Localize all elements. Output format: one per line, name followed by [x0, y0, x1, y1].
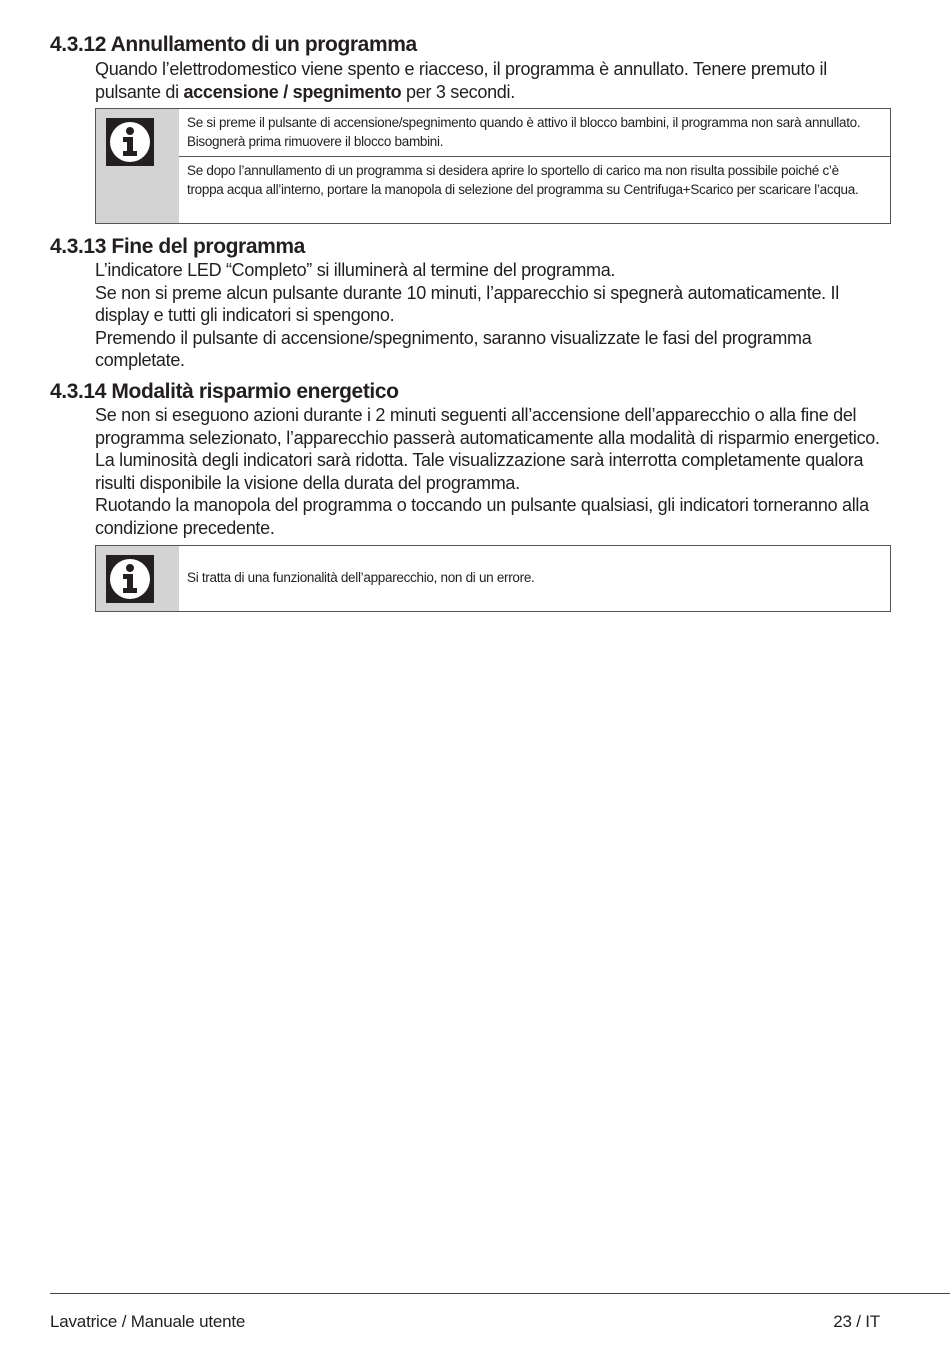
section-heading: 4.3.14 Modalità risparmio energetico — [50, 380, 399, 403]
info-icon — [106, 118, 154, 166]
info-note-box — [95, 108, 891, 224]
note-text: Se si preme il pulsante di accensione/spegnimento quando è attivo il blocco bambini, il programma non sarà annullato. Bisognerà prima rimuovere il blocco bambini. — [187, 115, 861, 149]
section-heading: 4.3.12 Annullamento di un programma — [50, 33, 417, 56]
paragraph: Premendo il pulsante di accensione/spegnimento, saranno visualizzate le fasi del programma completate. — [95, 327, 812, 371]
note-text: Se dopo l’annullamento di un programma si desidera aprire lo sportello di carico ma non risulta possibile poiché c’è troppa acqua all’interno, portare la manopola di selezione del programma su Centrifuga+Scarico per scaricare l’acqua. — [179, 156, 890, 204]
footer-page-number: 23 / IT — [833, 1312, 880, 1331]
paragraph-text: per 3 secondi. — [401, 81, 515, 102]
footer-document-title: Lavatrice / Manuale utente — [50, 1312, 246, 1331]
note-icon-column — [96, 546, 179, 611]
section-body — [95, 58, 895, 103]
note-icon-column — [96, 109, 179, 223]
footer-divider — [50, 1293, 950, 1294]
section-heading: 4.3.13 Fine del programma — [50, 235, 305, 258]
paragraph-bold-text: accensione / spegnimento — [183, 81, 402, 102]
info-note-box — [95, 545, 891, 612]
paragraph: Ruotando la manopola del programma o toccando un pulsante qualsiasi, gli indicatori torneranno alla condizione precedente. — [95, 495, 869, 538]
note-list — [179, 546, 890, 611]
section-body — [95, 259, 895, 372]
paragraph: Se non si eseguono azioni durante i 2 minuti seguenti all’accensione dell’apparecchio o alla fine del programma selezionato, l’apparecchio passerà automaticamente alla modalità di risparmio energetico. La luminosità degli indicatori sarà ridotta. Tale visualizzazione sarà interrotta completamente qualora risulti disponibile la visione della durata del programma. — [95, 405, 880, 493]
paragraph — [95, 58, 895, 103]
paragraph: L’indicatore LED “Completo” si illuminerà al termine del programma. — [95, 260, 616, 280]
info-icon — [106, 555, 154, 603]
paragraph-text: Quando l’elettrodomestico viene spento e riacceso, il programma è annullato. Tenere premuto il pulsante di — [95, 59, 827, 102]
paragraph: Se non si preme alcun pulsante durante 10 minuti, l’apparecchio si spegnerà automaticamente. Il display e tutti gli indicatori si spengono. — [95, 282, 839, 326]
note-text: Si tratta di una funzionalità dell’apparecchio, non di un errore. — [187, 570, 535, 586]
note-list — [179, 109, 890, 223]
section-body — [95, 404, 895, 540]
